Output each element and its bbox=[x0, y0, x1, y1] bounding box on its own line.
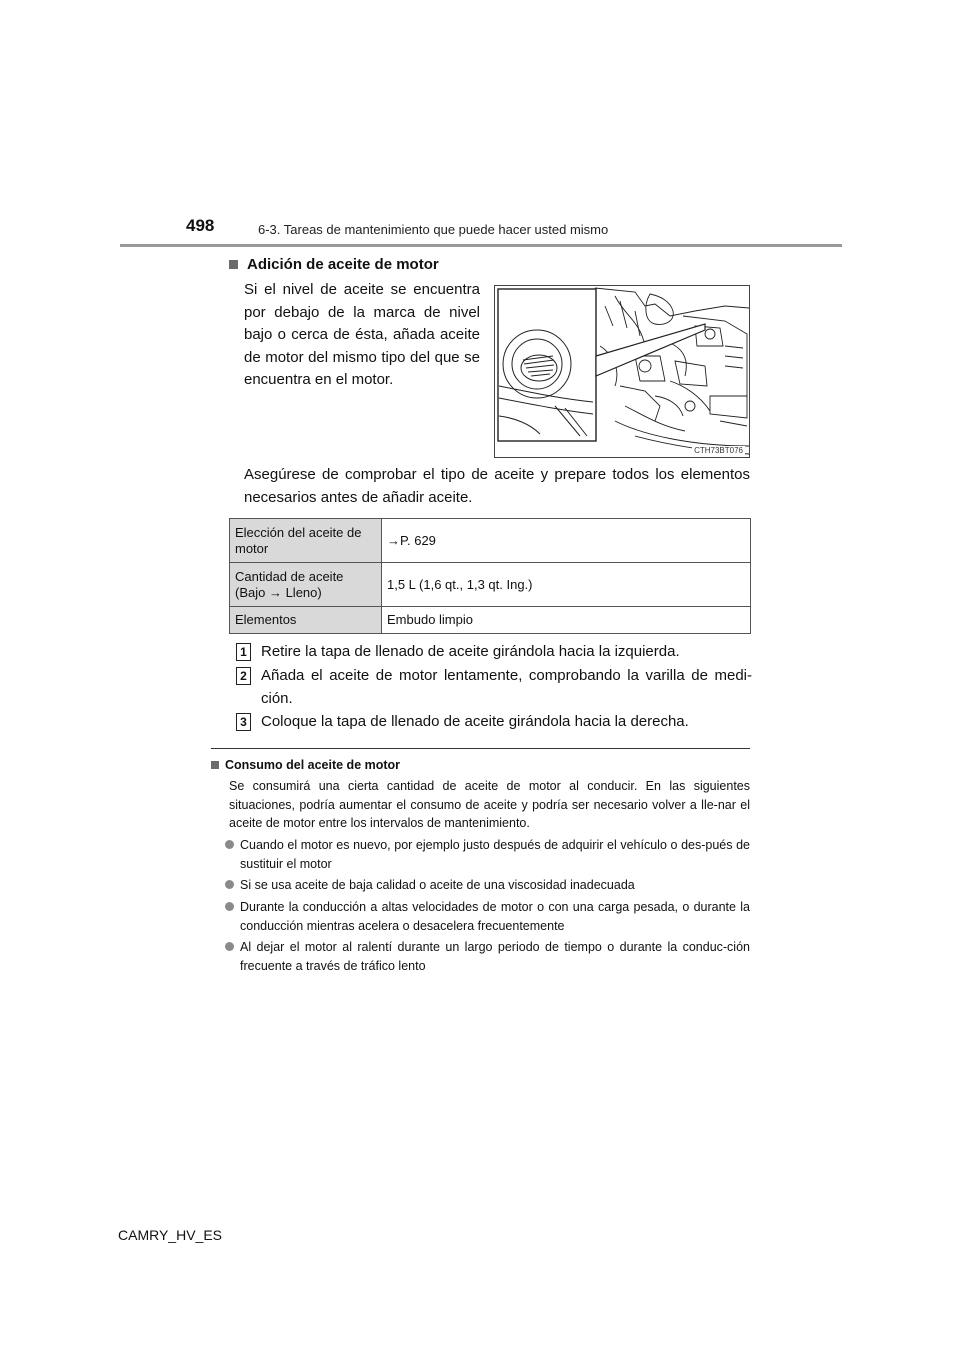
step-3 bbox=[236, 711, 752, 734]
table-row bbox=[230, 563, 751, 607]
table-label: Elementos bbox=[230, 607, 382, 634]
figure-code: CTH73BT076 bbox=[694, 446, 743, 455]
table-row bbox=[230, 519, 751, 563]
page-number: 498 bbox=[186, 216, 215, 235]
section-heading bbox=[229, 256, 439, 273]
section-heading-text: Adición de aceite de motor bbox=[247, 256, 439, 273]
step-number-badge: 3 bbox=[236, 713, 251, 731]
table-label: Cantidad de aceite (Bajo → Lleno) bbox=[230, 563, 382, 607]
table-value: 1,5 L (1,6 qt., 1,3 qt. Ing.) bbox=[382, 563, 751, 607]
oil-spec-table bbox=[229, 518, 751, 634]
bullet-dot-icon bbox=[225, 942, 234, 951]
step-text: Añada el aceite de motor lentamente, comprobando la varilla de medi-ción. bbox=[261, 667, 752, 707]
prep-paragraph: Asegúrese de comprobar el tipo de aceite y prepare todos los elementos necesarios antes de añadir aceite. bbox=[244, 466, 750, 506]
bullet-dot-icon bbox=[225, 902, 234, 911]
step-text: Retire la tapa de llenado de aceite girándola hacia la izquierda. bbox=[261, 643, 680, 660]
intro-paragraph: Si el nivel de aceite se encuentra por debajo de la marca de nivel bajo o cerca de ésta, añada aceite de motor del mismo tipo del que se encuentra en el motor. bbox=[244, 281, 480, 388]
step-number-badge: 2 bbox=[236, 667, 251, 685]
table-label: Elección del aceite de motor bbox=[230, 519, 382, 563]
list-item bbox=[225, 938, 750, 975]
bullet-text: Durante la conducción a altas velocidades de motor o con una carga pesada, o durante la conducción mientras acelera o desacelera frecuentemente bbox=[240, 900, 750, 933]
step-text: Coloque la tapa de llenado de aceite girándola hacia la derecha. bbox=[261, 713, 689, 730]
list-item bbox=[225, 836, 750, 873]
table-value: Embudo limpio bbox=[382, 607, 751, 634]
bullet-text: Al dejar el motor al ralentí durante un largo periodo de tiempo o durante la conduc-ción frecuente a través de tráfico lento bbox=[240, 940, 750, 973]
bullet-text: Cuando el motor es nuevo, por ejemplo justo después de adquirir el vehículo o des-pués de sustituir el motor bbox=[240, 838, 750, 871]
engine-illustration-svg bbox=[495, 286, 750, 458]
engine-oil-cap-illustration bbox=[494, 285, 750, 458]
square-bullet-icon bbox=[211, 761, 219, 769]
note-heading bbox=[211, 758, 400, 772]
header-divider bbox=[120, 244, 842, 247]
step-1 bbox=[236, 641, 752, 664]
step-number-badge: 1 bbox=[236, 643, 251, 661]
step-2 bbox=[236, 665, 752, 710]
note-body: Se consumirá una cierta cantidad de aceite de motor al conducir. En las siguientes situaciones, podría aumentar el consumo de aceite y podría ser necesario volver a lle-nar el aceite de motor entre los intervalos de mantenimiento. bbox=[229, 779, 750, 830]
bullet-dot-icon bbox=[225, 840, 234, 849]
table-value: →P. 629 bbox=[382, 519, 751, 563]
footer-model: CAMRY_HV_ES bbox=[118, 1227, 223, 1243]
table-row bbox=[230, 607, 751, 634]
note-heading-text: Consumo del aceite de motor bbox=[225, 758, 401, 772]
section-title: 6-3. Tareas de mantenimiento que puede hacer usted mismo bbox=[258, 222, 609, 237]
bullet-text: Si se usa aceite de baja calidad o aceite de una viscosidad inadecuada bbox=[240, 878, 635, 892]
note-divider bbox=[211, 748, 750, 749]
bullet-dot-icon bbox=[225, 880, 234, 889]
list-item bbox=[225, 876, 750, 895]
square-bullet-icon bbox=[229, 260, 238, 269]
list-item bbox=[225, 898, 750, 935]
